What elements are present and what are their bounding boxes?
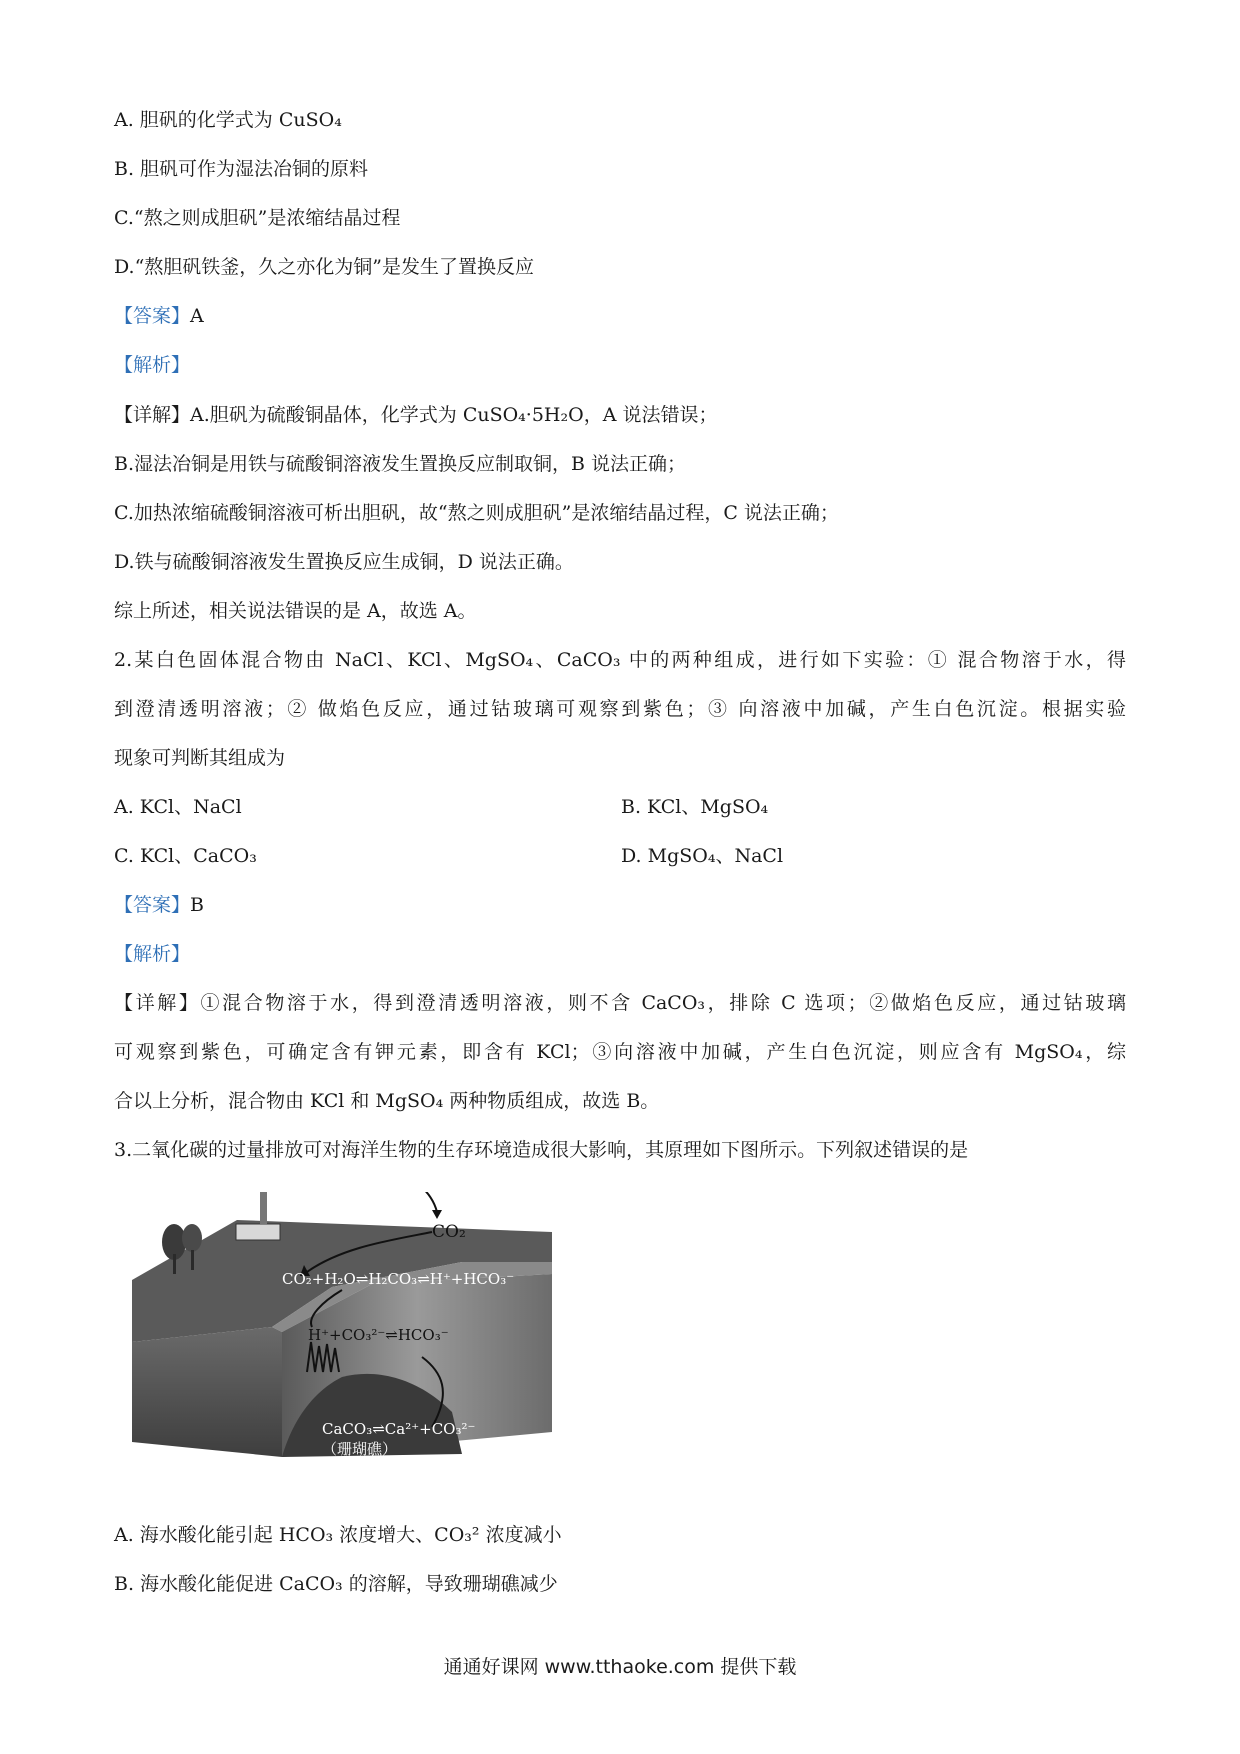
q2-detail-line-3: 合以上分析，混合物由 KCl 和 MgSO₄ 两种物质组成，故选 B。 bbox=[114, 1090, 660, 1112]
q1-answer bbox=[114, 304, 204, 328]
detail-tag: 【详解】 bbox=[114, 992, 201, 1014]
q1-option-a: A. 胆矾的化学式为 CuSO₄ bbox=[114, 109, 342, 131]
q1-detail-line-2: B.湿法冶铜是用铁与硫酸铜溶液发生置换反应制取铜，B 说法正确； bbox=[114, 453, 687, 475]
page-footer: 通通好课网 www.tthaoke.com 提供下载 bbox=[443, 1656, 797, 1678]
land-cross-section bbox=[132, 1327, 282, 1457]
q2-option-d: D. MgSO₄、NaCl bbox=[621, 845, 784, 867]
tree-icon bbox=[182, 1224, 202, 1252]
q1-option-c: C.“熬之则成胆矾”是浓缩结晶过程 bbox=[114, 207, 401, 229]
q2-option-a: A. KCl、NaCl bbox=[114, 796, 242, 818]
detail-tag: 【详解】 bbox=[114, 404, 191, 426]
q1-detail-line-3: C.加热浓缩硫酸铜溶液可析出胆矾，故“熬之则成胆矾”是浓缩结晶过程，C 说法正确； bbox=[114, 502, 839, 524]
q1-analysis-tag: 【解析】 bbox=[114, 354, 191, 376]
equation-3: CaCO₃⇌Ca²⁺+CO₃²⁻ bbox=[322, 1420, 476, 1438]
answer-tag: 【答案】 bbox=[114, 305, 191, 327]
q2-option-c: C. KCl、CaCO₃ bbox=[114, 845, 257, 867]
coral-label: （珊瑚礁） bbox=[322, 1440, 398, 1458]
q1-summary: 综上所述，相关说法错误的是 A，故选 A。 bbox=[114, 600, 477, 622]
answer-tag: 【答案】 bbox=[114, 894, 191, 916]
detail-text: A.胆矾为硫酸铜晶体，化学式为 CuSO₄·5H₂O，A 说法错误； bbox=[190, 404, 718, 426]
q1-option-d: D.“熬胆矾铁釜，久之亦化为铜”是发生了置换反应 bbox=[114, 256, 535, 278]
answer-value: B bbox=[190, 894, 204, 916]
q1-detail-line-4: D.铁与硫酸铜溶液发生置换反应生成铜，D 说法正确。 bbox=[114, 551, 574, 573]
co2-label: CO₂ bbox=[432, 1222, 466, 1242]
q3-option-a: A. 海水酸化能引起 HCO₃ 浓度增大、CO₃² 浓度减小 bbox=[114, 1524, 562, 1546]
factory-icon bbox=[236, 1224, 280, 1240]
equation-2: H⁺+CO₃²⁻⇌HCO₃⁻ bbox=[308, 1326, 449, 1344]
q2-stem-line-1: 2.某白色固体混合物由 NaCl、KCl、MgSO₄、CaCO₃ 中的两种组成，进行如下实验：① 混合物溶于水，得 bbox=[114, 649, 1126, 671]
q2-stem-line-2: 到澄清透明溶液；② 做焰色反应，通过钴玻璃可观察到紫色；③ 向溶液中加碱，产生白色沉淀。根据实验 bbox=[114, 698, 1126, 720]
equation-1: CO₂+H₂O⇌H₂CO₃⇌H⁺+HCO₃⁻ bbox=[282, 1270, 515, 1288]
ocean-carbon-diagram bbox=[132, 1192, 612, 1467]
q2-option-b: B. KCl、MgSO₄ bbox=[621, 796, 769, 818]
answer-value: A bbox=[190, 305, 204, 327]
q2-answer bbox=[114, 893, 204, 917]
detail-text: ①混合物溶于水，得到澄清透明溶液，则不含 CaCO₃，排除 C 选项；②做焰色反应，通过钴玻璃 bbox=[200, 992, 1126, 1014]
q2-stem-line-3: 现象可判断其组成为 bbox=[114, 747, 286, 769]
q3-stem: 3.二氧化碳的过量排放可对海洋生物的生存环境造成很大影响，其原理如下图所示。下列叙述错误的是 bbox=[114, 1139, 969, 1161]
q2-detail-line-1 bbox=[114, 991, 1126, 1015]
q1-detail-line-1 bbox=[114, 403, 717, 427]
q3-option-b: B. 海水酸化能促进 CaCO₃ 的溶解，导致珊瑚礁减少 bbox=[114, 1573, 558, 1595]
q1-option-b: B. 胆矾可作为湿法冶铜的原料 bbox=[114, 158, 369, 180]
q2-analysis-tag: 【解析】 bbox=[114, 943, 191, 965]
chimney-icon bbox=[260, 1192, 267, 1224]
q2-detail-line-2: 可观察到紫色，可确定含有钾元素，即含有 KCl；③向溶液中加碱，产生白色沉淀，则应含有 MgSO₄，综 bbox=[114, 1041, 1126, 1063]
arrow-icon bbox=[382, 1192, 437, 1212]
